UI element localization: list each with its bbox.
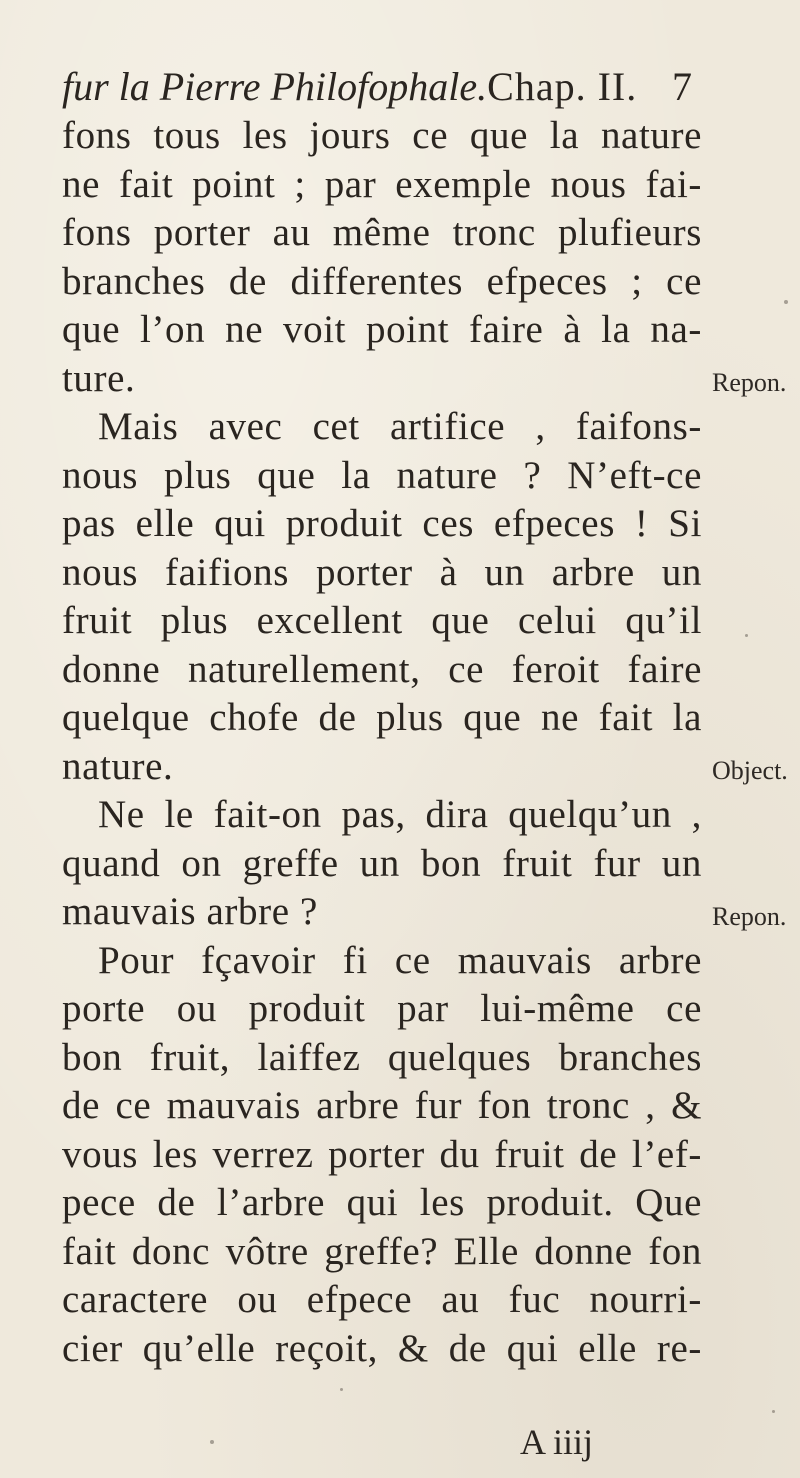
margin-note-response: Repon.: [712, 368, 787, 397]
running-title: fur la Pierre Philofophale.: [62, 64, 488, 109]
text-line: fruit plus excellent que celui qu’il: [62, 599, 702, 642]
text-line: nous faifions porter à un arbre un: [62, 550, 702, 594]
text-line: branches de differentes efpeces ; ce: [62, 259, 702, 303]
signature-mark: A iiij: [520, 1422, 594, 1462]
text-line: cier qu’elle reçoit, & de qui elle re-: [62, 1326, 702, 1370]
text-line: que l’on ne voit point faire à la na-: [62, 308, 702, 351]
text-line: Pour fçavoir fi ce mauvais arbre: [98, 938, 702, 982]
text-line: fons porter au même tronc plufieurs: [62, 211, 702, 254]
text-line: caractere ou efpece au fuc nourri-: [62, 1278, 702, 1321]
paper-speck: [784, 300, 788, 304]
margin-note-response-2: Repon.: [712, 902, 787, 931]
paper-speck: [210, 1440, 214, 1444]
text-line: pas elle qui produit ces efpeces ! Si: [62, 502, 702, 545]
chapter-label: Chap. II.: [487, 64, 638, 109]
text-line: fait donc vôtre greffe? Elle donne fon: [62, 1229, 702, 1273]
text-line: ture.: [62, 356, 136, 400]
text-line: quelque chofe de plus que ne fait la: [62, 696, 702, 739]
text-line: bon fruit, laiffez quelques branches: [62, 1035, 702, 1079]
text-line: mauvais arbre ?: [62, 890, 318, 933]
text-line: quand on greffe un bon fruit fur un: [62, 841, 702, 885]
paper-speck: [772, 1410, 775, 1413]
text-line: donne naturellement, ce feroit faire: [62, 647, 702, 691]
text-line: nature.: [62, 744, 174, 788]
margin-note-objection: Object.: [712, 756, 788, 785]
page-number: 7: [672, 64, 692, 109]
paper-speck: [745, 634, 748, 637]
text-line: ne fait point ; par exemple nous fai-: [62, 162, 702, 206]
text-line: de ce mauvais arbre fur fon tronc , &: [62, 1084, 702, 1127]
paper-speck: [340, 1388, 343, 1391]
text-line: Ne le fait-on pas, dira quelqu’un ,: [98, 793, 702, 836]
body-text: [62, 112, 702, 1373]
text-line: pece de l’arbre qui les produit. Que: [62, 1181, 702, 1224]
text-line: nous plus que la nature ? N’eft-ce: [62, 453, 702, 497]
text-line: Mais avec cet artifice , faifons-: [98, 405, 702, 448]
text-line: vous les verrez porter du fruit de l’ef-: [62, 1132, 702, 1176]
page-header: [62, 62, 692, 112]
text-line: fons tous les jours ce que la nature: [62, 114, 702, 157]
text-line: porte ou produit par lui-même ce: [62, 987, 702, 1030]
